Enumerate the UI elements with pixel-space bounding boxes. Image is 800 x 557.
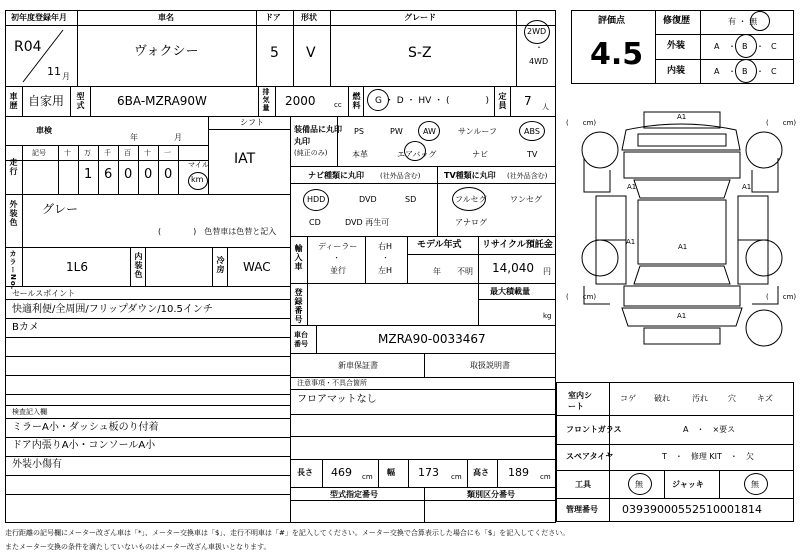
score-label: 評価点 xyxy=(598,16,626,26)
mileage-record-label: 記号 xyxy=(32,149,46,157)
sheet-option-1: コゲ xyxy=(620,394,636,403)
jack-label: ジャッキ xyxy=(672,480,704,489)
equipment-label: 装備品に丸印 xyxy=(294,125,342,134)
inspection-year-unit: 年 xyxy=(130,133,138,142)
recycle-unit: 円 xyxy=(543,267,551,276)
sales-points-label: セールスポイント xyxy=(12,289,76,298)
car-name-value: ヴォクシー xyxy=(134,44,199,59)
equip-sunroof: サンルーフ xyxy=(458,127,497,136)
car-name-label: 車名 xyxy=(158,13,174,22)
color-no-value: 1L6 xyxy=(66,260,88,274)
shape-value: V xyxy=(306,45,316,61)
fuel-options: G ・ D ・ HV ・ ( ) xyxy=(375,96,490,106)
tv-oneseg: ワンセグ xyxy=(510,195,542,204)
interior-grade-a: A xyxy=(714,67,720,76)
shape-label: 形状 xyxy=(301,13,317,22)
diagram-cm-rl: ( cm) xyxy=(566,293,597,301)
diagram-label-right: A1 xyxy=(742,183,752,191)
interior-grade-circle xyxy=(735,59,757,83)
inspector-note-line-2: ドア内張りA小・コンソールA小 xyxy=(12,440,156,451)
first-registration-label: 初年度登録年月 xyxy=(11,13,67,22)
grade-value: S-Z xyxy=(408,45,432,61)
mileage-unit-mile: マイル xyxy=(188,161,209,169)
sheet-option-2: 破れ xyxy=(654,394,670,403)
digit-header-6: 一 xyxy=(164,149,171,157)
sheet-option-4: 穴 xyxy=(728,394,736,403)
tv-sub: (社外品含む) xyxy=(507,172,548,180)
tv-label: TV種類に丸印 xyxy=(444,171,496,180)
navi-cd: CD xyxy=(309,218,321,227)
caution-label: 注意事項・不具合箇所 xyxy=(297,379,367,387)
equip-airbag: エアバッグ xyxy=(397,150,437,159)
navi-dvd: DVD xyxy=(359,195,377,204)
month-unit: 月 xyxy=(62,72,70,81)
first-registration-month: 11 xyxy=(47,65,61,78)
equip-navi: ナビ xyxy=(472,150,488,159)
navi-dvd-play: DVD 再生可 xyxy=(345,218,390,227)
equip-airbag-circle xyxy=(404,141,426,161)
inspection-month-unit: 月 xyxy=(174,133,182,142)
spare-tire-value: T ・ 修理 KIT ・ 欠 xyxy=(662,452,754,461)
inspector-notes-label: 検査記入欄 xyxy=(12,408,47,416)
width-value: 173 xyxy=(418,466,439,479)
navi-label: ナビ種類に丸印 xyxy=(308,171,364,180)
footer-note-2: またメーター交換の条件を満たしていないものはメーター改ざん車扱いとなります。 xyxy=(5,543,271,551)
capacity-label: 定員 xyxy=(498,92,507,110)
diagram-label-front: A1 xyxy=(677,113,687,121)
shift-label: シフト xyxy=(240,118,264,127)
equip-ps: PS xyxy=(354,127,364,136)
shift-value: IAT xyxy=(234,151,256,167)
model-year-label: モデル年式 xyxy=(417,240,462,250)
exterior-grade-a: A xyxy=(714,42,720,51)
car-damage-diagram xyxy=(566,100,796,370)
model-year-value: 不明 xyxy=(457,267,473,276)
sales-point-line-2: Bカメ xyxy=(12,322,39,333)
interior-sheet-label: 室内シート xyxy=(568,391,592,411)
inspector-note-line-3: 外装小傷有 xyxy=(12,459,62,470)
interior-color-label: 内装色 xyxy=(134,252,143,279)
score-value: 4.5 xyxy=(590,37,644,72)
interior-grade-label: 内装 xyxy=(667,66,686,76)
drive-4wd: 4WD xyxy=(529,57,549,66)
digit-header-5: 十 xyxy=(144,149,151,157)
exterior-color-label: 外装色 xyxy=(9,200,18,227)
max-load-unit: kg xyxy=(543,312,552,320)
sales-point-line-1: 快適利便/全周囲/フリップダウン/10.5インチ xyxy=(12,304,213,315)
spare-tire-label: スペアタイヤ xyxy=(566,452,614,461)
equip-pw: PW xyxy=(390,127,403,136)
digit-header-3: 千 xyxy=(104,149,111,157)
diagram-label-rear: A1 xyxy=(677,312,687,320)
diagram-cm-fl: ( cm) xyxy=(566,119,597,127)
import-dealer: ディーラー xyxy=(318,242,358,251)
type-designation-label: 型式指定番号 xyxy=(330,490,378,499)
navi-sub: (社外品含む) xyxy=(380,172,421,180)
exterior-color-note: ( ) 色替車は色替と記入 xyxy=(158,227,277,236)
height-unit: cm xyxy=(540,473,551,481)
windshield-label: フロントガラス xyxy=(566,425,622,434)
management-number-label: 管理番号 xyxy=(566,505,598,514)
fuel-label: 燃料 xyxy=(352,92,361,110)
mileage-label: 走行 xyxy=(9,158,18,176)
digit-header-1: 十 xyxy=(64,149,71,157)
mileage-digit-3: 0 xyxy=(124,167,133,182)
length-unit: cm xyxy=(362,473,373,481)
sheet-option-3: 汚れ xyxy=(692,394,708,403)
footer-note-1: 走行距離の記号欄にメーター改ざん車は「*」、メーター交換車は「$」、走行不明車は「#」を記入してください。メーター交換で合算表示した場合にも「$」を記入してください。 xyxy=(5,529,570,537)
recycle-value: 14,040 xyxy=(492,261,534,275)
length-label: 長さ xyxy=(297,468,313,477)
reg-number-label: 登録番号 xyxy=(294,288,303,324)
windshield-value: A ・ ×要ス xyxy=(683,425,736,434)
import-left-h: 左H xyxy=(378,266,393,275)
exterior-grade-c: C xyxy=(771,42,777,51)
chassis-label: 車台番号 xyxy=(294,331,308,348)
model-year-year: 年 xyxy=(433,267,441,276)
first-registration-year: R04 xyxy=(14,39,42,55)
diagram-cm-rr: ( cm) xyxy=(766,293,797,301)
tv-fullseg: フルセグ xyxy=(455,195,487,204)
import-right-h: 右H xyxy=(378,242,393,251)
capacity-value: 7 xyxy=(524,94,532,108)
color-no-label: カラーNo. xyxy=(9,250,17,291)
aircon-label: 冷房 xyxy=(216,256,225,274)
mileage-unit-km: km xyxy=(191,175,204,184)
door-value: 5 xyxy=(270,45,279,61)
navi-hdd: HDD xyxy=(307,195,326,204)
capacity-unit: 人 xyxy=(542,103,549,111)
mileage-digit-2: 6 xyxy=(104,167,113,182)
model-label: 型式 xyxy=(76,92,85,110)
import-parallel: 並行 xyxy=(330,266,346,275)
height-label: 高さ xyxy=(473,468,489,477)
repair-history-label: 修復歴 xyxy=(663,16,691,26)
equip-aw: AW xyxy=(423,127,436,136)
model-value: 6BA-MZRA90W xyxy=(117,94,207,108)
digit-header-4: 百 xyxy=(124,149,131,157)
chassis-value: MZRA90-0033467 xyxy=(378,332,486,346)
width-label: 幅 xyxy=(387,468,395,477)
digit-header-2: 万 xyxy=(84,149,91,157)
repair-none-circle xyxy=(750,11,770,31)
equip-tv: TV xyxy=(527,150,538,159)
max-load-label: 最大積載量 xyxy=(490,287,530,296)
exterior-grade-label: 外装 xyxy=(667,41,686,51)
exterior-color-value: グレー xyxy=(42,202,79,216)
equip-leather: 本革 xyxy=(352,150,368,159)
equip-abs: ABS xyxy=(524,127,540,136)
inspector-note-line-1: ミラーA小・ダッシュ板のり付着 xyxy=(12,422,159,433)
fuel-selected-circle xyxy=(367,89,389,111)
mileage-digit-1: 1 xyxy=(84,167,93,182)
caution-value: フロアマットなし xyxy=(297,394,377,405)
usage-value: 自家用 xyxy=(28,94,65,108)
height-value: 189 xyxy=(508,466,529,479)
exterior-grade-b: B xyxy=(742,42,748,51)
management-number-value: 03939000552510001814 xyxy=(622,503,762,516)
grade-label: グレード xyxy=(404,13,436,22)
displacement-unit: cc xyxy=(334,101,342,109)
diagram-label-roof: A1 xyxy=(678,243,688,251)
tools-value: 無 xyxy=(635,480,643,489)
aircon-value: WAC xyxy=(243,260,271,274)
inspection-label: 車検 xyxy=(36,126,52,135)
displacement-value: 2000 xyxy=(285,94,316,108)
navi-sd: SD xyxy=(405,195,417,204)
diagram-cm-fr: ( cm) xyxy=(766,119,797,127)
exterior-grade-circle xyxy=(735,34,757,58)
tv-analog: アナログ xyxy=(455,218,487,227)
mileage-digit-5: 0 xyxy=(164,167,173,182)
tools-label: 工具 xyxy=(575,480,591,489)
instruction-manual: 取扱説明書 xyxy=(470,361,510,370)
usage-label: 車歴 xyxy=(9,92,18,110)
import-label: 輸入車 xyxy=(294,244,303,271)
length-value: 469 xyxy=(331,466,352,479)
interior-grade-c: C xyxy=(771,67,777,76)
interior-grade-b: B xyxy=(742,67,748,76)
door-label: ドア xyxy=(265,13,281,22)
equipment-sub: (純正のみ) xyxy=(294,149,328,157)
diagram-label-left: A1 xyxy=(627,183,637,191)
drive-2wd: 2WD xyxy=(527,27,547,36)
sheet-option-5: キズ xyxy=(757,394,773,403)
displacement-label: 排気量 xyxy=(262,88,270,112)
class-number-label: 類別区分番号 xyxy=(467,490,515,499)
width-unit: cm xyxy=(451,473,462,481)
new-car-warranty: 新車保証書 xyxy=(338,361,378,370)
jack-value: 無 xyxy=(751,480,759,489)
recycle-label: リサイクル預託金 xyxy=(482,240,553,250)
repair-history-options: 有 ・ 無 xyxy=(728,17,758,26)
diagram-label-rear-left: A1 xyxy=(626,238,636,246)
mileage-digit-4: 0 xyxy=(144,167,153,182)
